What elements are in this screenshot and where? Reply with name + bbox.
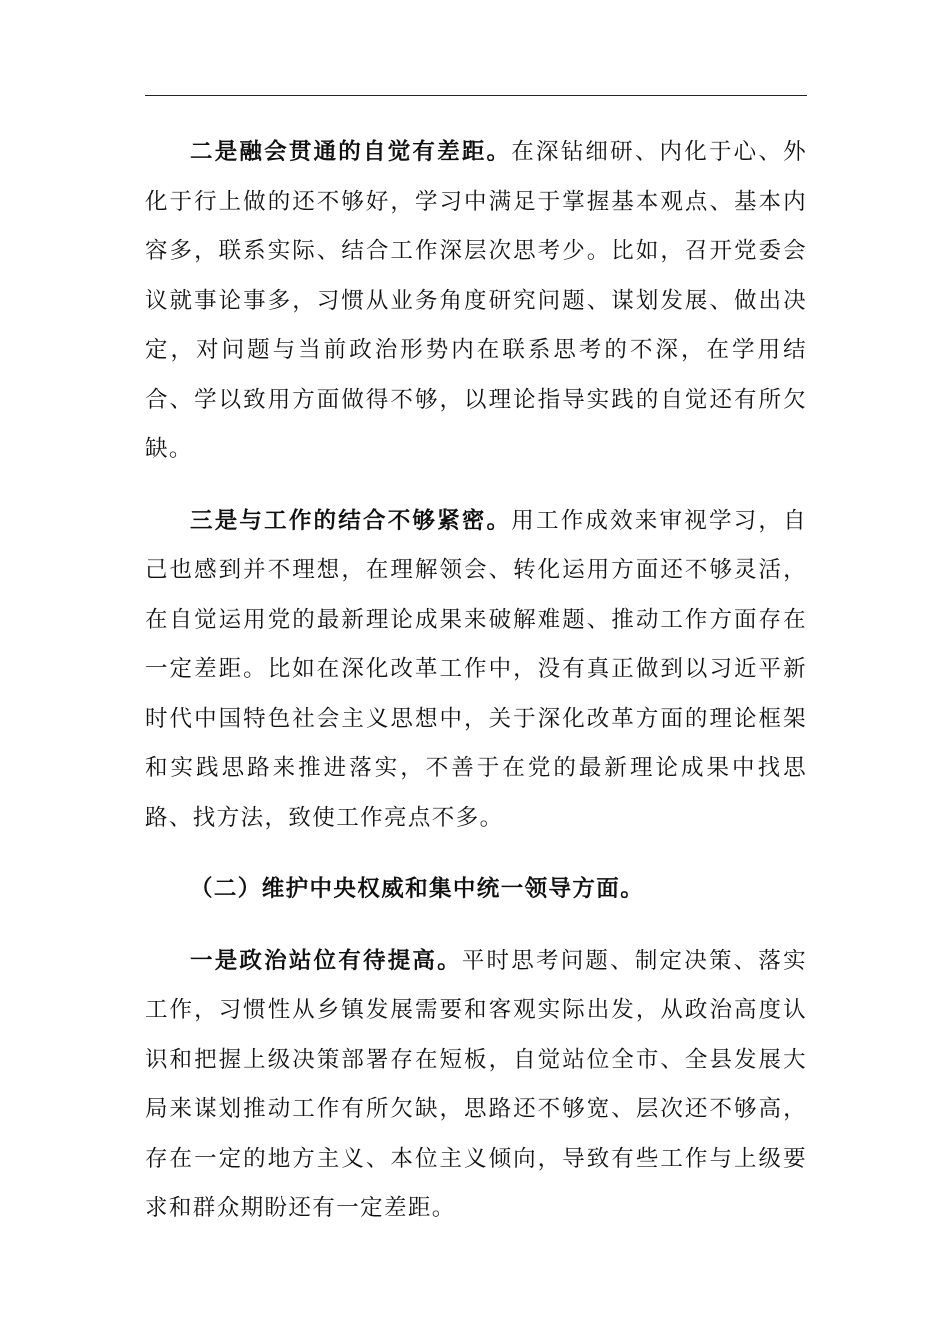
paragraph-lead: 三是与工作的结合不够紧密。 [190,507,512,534]
document-body [145,128,807,1234]
paragraph-integration-gap [145,128,807,475]
paragraph-work-integration [145,497,807,844]
paragraph-text: 在深钻细研、内化于心、外化于行上做的还不够好，学习中满足于掌握基本观点、基本内容多，联系实际、结合工作深层次思考少。比如，召开党委会议就事论事多，习惯从业务角度研究问题、谋划发展、做出决定，对问题与当前政治形势内在联系思考的不深，在学用结合、学以致用方面做得不够，以理论指导实践的自觉还有所欠缺。 [145,139,807,462]
section-heading: （二）维护中央权威和集中统一领导方面。 [190,876,645,902]
paragraph-text: 用工作成效来审视学习，自己也感到并不理想，在理解领会、转化运用方面还不够灵活，在自觉运用党的最新理论成果来破解难题、推动工作方面存在一定差距。比如在深化改革工作中，没有真正做到以习近平新时代中国特色社会主义思想中，关于深化改革方面的理论框架和实践思路来推进落实，不善于在党的最新理论成果中找思路、找方法，致使工作亮点不多。 [145,507,807,831]
paragraph-text: 平时思考问题、制定决策、落实工作，习惯性从乡镇发展需要和客观实际出发，从政治高度认识和把握上级决策部署存在短板，自觉站位全市、全县发展大局来谋划推动工作有所欠缺，思路还不够宽、层次还不够高，存在一定的地方主义、本位主义倾向，导致有些工作与上级要求和群众期盼还有一定差距。 [145,947,807,1221]
paragraph-lead: 二是融会贯通的自觉有差距。 [190,139,512,165]
paragraph-lead: 一是政治站位有待提高。 [190,947,462,974]
paragraph-political-stance [145,937,807,1234]
header-rule [145,95,807,96]
